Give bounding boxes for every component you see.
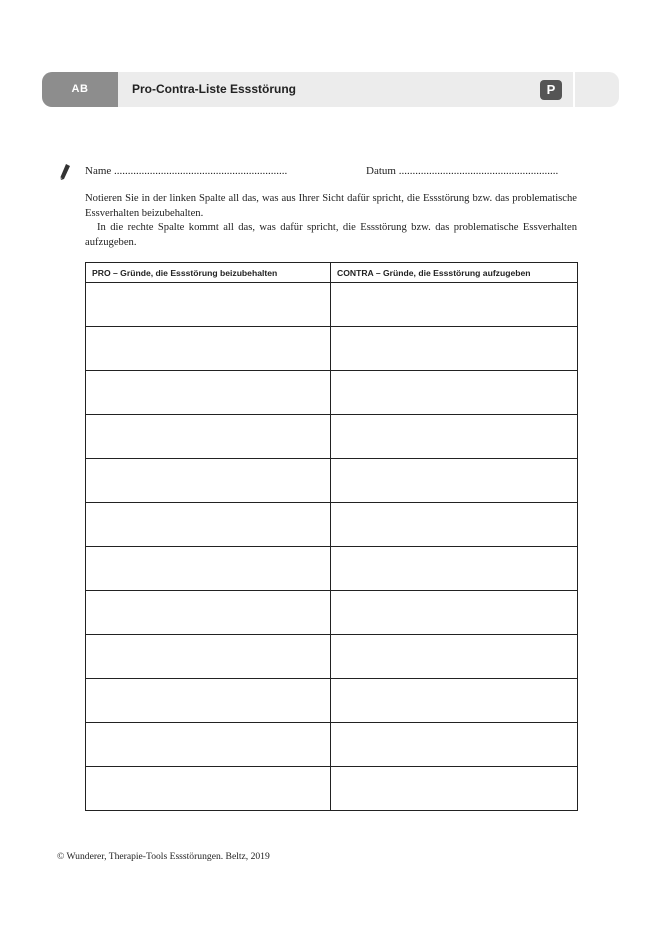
instructions [85, 192, 577, 250]
pro-cell[interactable] [86, 723, 331, 767]
contra-column-header: CONTRA – Gründe, die Essstörung aufzugeben [331, 263, 578, 283]
contra-cell[interactable] [331, 459, 578, 503]
pro-cell[interactable] [86, 503, 331, 547]
table-row [86, 503, 578, 547]
pro-cell[interactable] [86, 371, 331, 415]
name-field[interactable] [85, 165, 287, 177]
table-row [86, 679, 578, 723]
page-title: Pro-Contra-Liste Essstörung [132, 82, 297, 96]
pencil-icon [58, 163, 72, 181]
table-row [86, 327, 578, 371]
pro-cell[interactable] [86, 327, 331, 371]
instruction-paragraph-1: Notieren Sie in der linken Spalte all das, was aus Ihrer Sicht dafür spricht, die Essstörung bzw. das problematische Essverhalten beizubehalten. [85, 193, 577, 219]
table-row [86, 283, 578, 327]
worksheet-type-tab: AB [42, 72, 118, 107]
date-label: Datum [366, 165, 396, 177]
p-badge-icon: P [540, 80, 562, 100]
pro-cell[interactable] [86, 635, 331, 679]
contra-cell[interactable] [331, 415, 578, 459]
footer-copyright: © Wunderer, Therapie-Tools Essstörungen. Beltz, 2019 [57, 851, 270, 862]
contra-cell[interactable] [331, 767, 578, 811]
header-bar [42, 72, 619, 107]
header-divider [573, 72, 575, 107]
contra-cell[interactable] [331, 679, 578, 723]
instruction-paragraph-2: In die rechte Spalte kommt all das, was dafür spricht, die Essstörung bzw. das problematische Essverhalten aufzugeben. [85, 222, 577, 248]
table-row [86, 371, 578, 415]
pro-cell[interactable] [86, 459, 331, 503]
pro-cell[interactable] [86, 767, 331, 811]
table-row [86, 459, 578, 503]
table-row [86, 415, 578, 459]
contra-cell[interactable] [331, 547, 578, 591]
table-header-row [86, 263, 578, 283]
contra-cell[interactable] [331, 591, 578, 635]
date-dots: .......................................................... [398, 165, 559, 177]
pro-cell[interactable] [86, 283, 331, 327]
table-row [86, 635, 578, 679]
table-row [86, 767, 578, 811]
pro-cell[interactable] [86, 415, 331, 459]
table-row [86, 547, 578, 591]
contra-cell[interactable] [331, 503, 578, 547]
pro-contra-table [85, 262, 578, 811]
contra-cell[interactable] [331, 371, 578, 415]
pro-column-header: PRO – Gründe, die Essstörung beizubehalten [86, 263, 331, 283]
contra-cell[interactable] [331, 327, 578, 371]
pro-cell[interactable] [86, 547, 331, 591]
date-field[interactable] [366, 165, 558, 177]
table-row [86, 723, 578, 767]
table-row [86, 591, 578, 635]
pro-cell[interactable] [86, 679, 331, 723]
contra-cell[interactable] [331, 283, 578, 327]
name-dots: ............................................................... [114, 165, 288, 177]
contra-cell[interactable] [331, 635, 578, 679]
pro-cell[interactable] [86, 591, 331, 635]
name-label: Name [85, 165, 112, 177]
contra-cell[interactable] [331, 723, 578, 767]
